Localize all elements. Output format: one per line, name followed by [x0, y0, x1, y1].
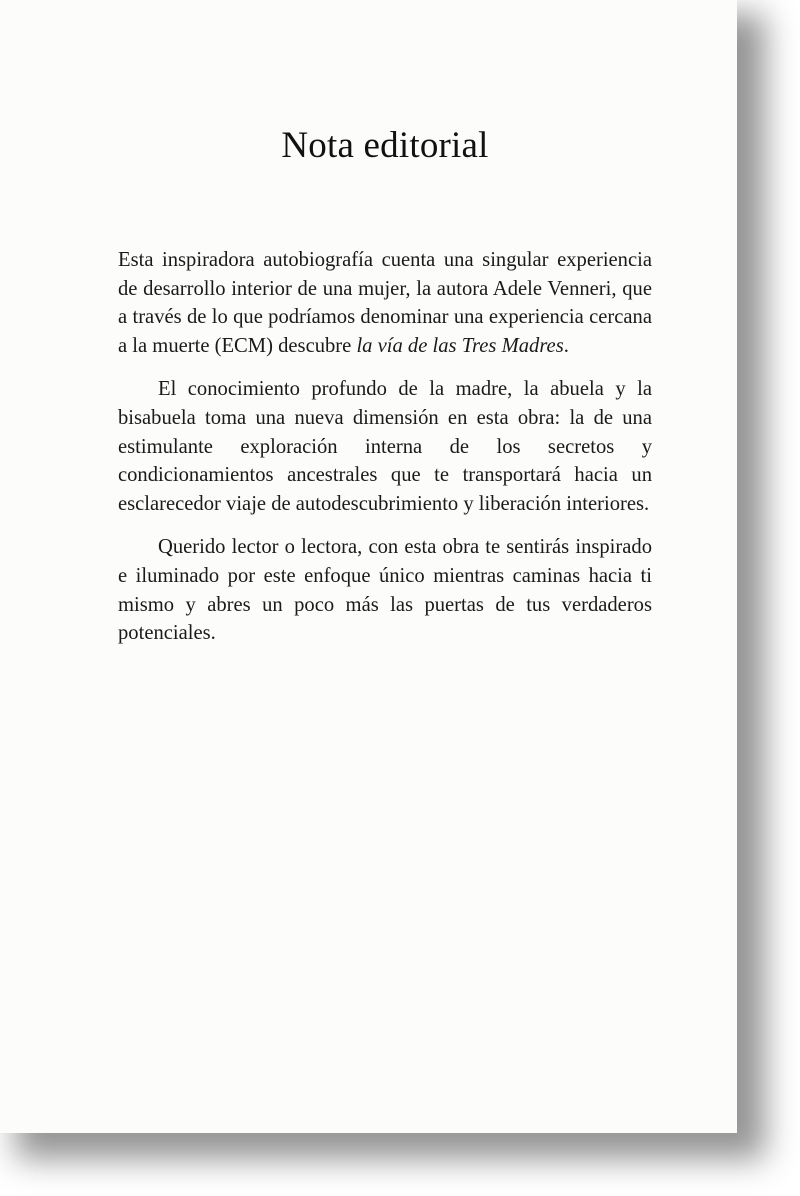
paragraph-2: El conocimiento profundo de la madre, la abuela y la bisabuela toma una nueva dimensión en esta obra: la de una estimulante exploración interna de los secretos y condicionamientos ancestrales que te transportará hacia un esclarecedor viaje de autodescubrimiento y liberación interiores.: [118, 378, 652, 515]
paragraph-1-tail: .: [563, 334, 569, 357]
paragraph-1-text: Esta inspiradora autobiografía cuenta una singular experiencia de desarrollo interior de una mujer, la autora Adele Venneri, que a través de lo que podríamos denominar una experiencia cercana a la muerte (ECM) descubre: [118, 249, 652, 357]
paragraph-1-italic: la vía de las Tres Madres: [356, 334, 564, 357]
paragraph-1: [118, 246, 652, 360]
paragraph-3: Querido lector o lectora, con esta obra te sentirás inspirado e iluminado por este enfoque único mientras caminas hacia ti mismo y abres un poco más las puertas de tus verdaderos potenciales.: [118, 536, 652, 645]
body-text: [118, 246, 652, 663]
page-title: Nota editorial: [281, 125, 489, 166]
